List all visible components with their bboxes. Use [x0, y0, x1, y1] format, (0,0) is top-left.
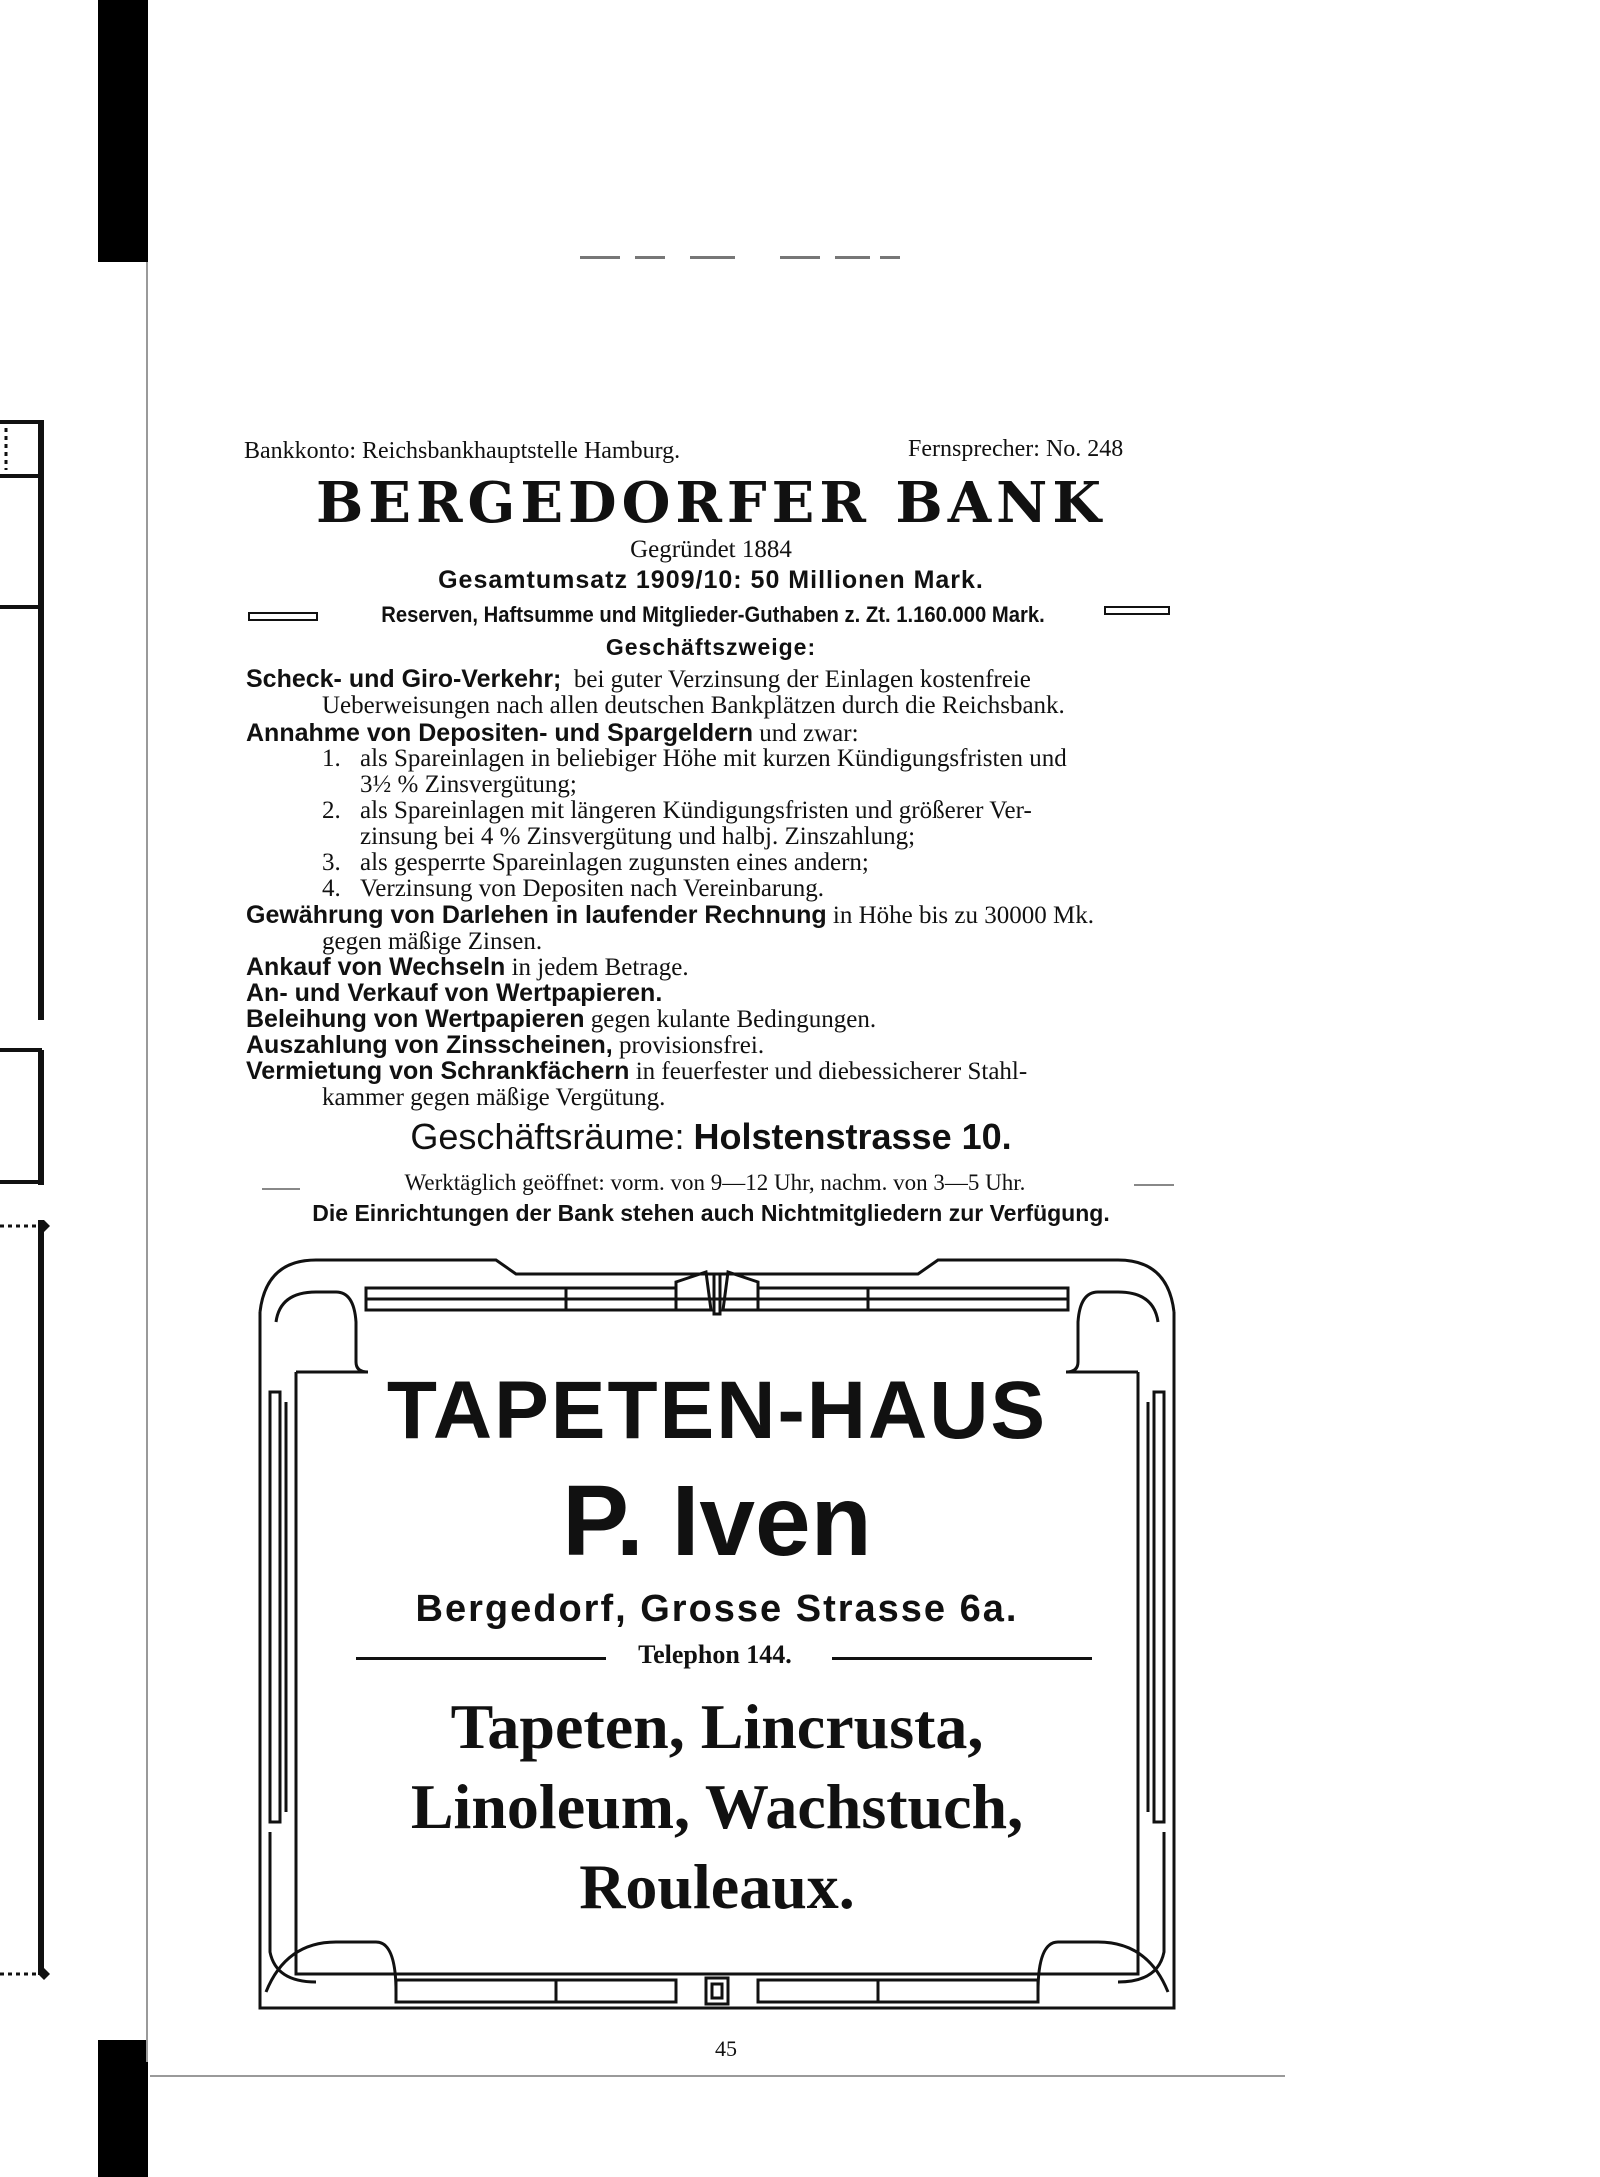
page-edge-bottom	[150, 2075, 1285, 2077]
branch-annahme-lead: Annahme von Depositen- und Spargeldern	[246, 719, 753, 747]
branch-zinsscheine-text: provisionsfrei.	[618, 1032, 765, 1059]
reserves-rule-left	[248, 612, 318, 621]
bank-rooms	[246, 1116, 1176, 1158]
branch-scheck-text1: bei guter Verzinsung der Einlagen kostenfreie	[573, 666, 1031, 693]
scan-binding-strip-top	[98, 0, 148, 262]
branch-darlehen-text1: in Höhe bis zu 30000 Mk.	[832, 902, 1094, 929]
branch-wertpapiere-lead: An- und Verkauf von Wertpapieren.	[246, 979, 663, 1007]
ad-title: TAPETEN-HAUS	[386, 1365, 1048, 1456]
branch-scheck-lead: Scheck- und Giro-Verkehr;	[246, 665, 562, 693]
ad-telephone: Telephon 144.	[638, 1640, 792, 1669]
bank-account-line: Bankkonto: Reichsbankhauptstelle Hamburg.	[244, 438, 681, 464]
reserves-rule-right	[1104, 606, 1170, 615]
branch-scheck-text2: Ueberweisungen nach allen deutschen Bankplätzen durch die Reichsbank.	[322, 692, 1065, 719]
ad-shop-name: P. Iven	[562, 1465, 872, 1577]
list-item-line: Verzinsung von Depositen nach Vereinbarung.	[360, 875, 825, 902]
ad-products-line1: Tapeten, Lincrusta,	[450, 1691, 984, 1762]
list-item-line: 3½ % Zinsvergütung;	[360, 771, 577, 798]
page-edge-top-dash	[880, 256, 900, 259]
page-edge-top-dash	[635, 256, 665, 259]
bank-turnover: Gesamtumsatz 1909/10: 50 Millionen Mark.	[438, 566, 984, 594]
adjacent-page-ornament-border	[0, 410, 50, 1980]
branch-wechsel-text: in jedem Betrage.	[511, 954, 689, 981]
hours-rule-right	[1134, 1184, 1174, 1186]
branch-beleihung-text: gegen kulante Bedingungen.	[590, 1006, 877, 1033]
list-item	[322, 876, 1174, 902]
list-item-number: 2.	[322, 797, 341, 824]
bank-reserves: Reserven, Haftsumme und Mitglieder-Guthaben z. Zt. 1.160.000 Mark.	[381, 602, 1045, 627]
branch-darlehen-text2: gegen mäßige Zinsen.	[322, 928, 543, 955]
bank-phone-line: Fernsprecher: No. 248	[908, 436, 1124, 462]
bank-founded: Gegründet 1884	[630, 536, 792, 563]
bank-hours: Werktäglich geöffnet: vorm. von 9—12 Uhr, nachm. von 3—5 Uhr.	[404, 1170, 1026, 1195]
branch-zinsscheine-lead: Auszahlung von Zinsscheinen,	[246, 1031, 613, 1059]
page-edge-left	[146, 262, 148, 2062]
ad-telephone-rule-left	[356, 1657, 606, 1660]
page-edge-top-dash	[690, 256, 735, 259]
branch-wechsel-lead: Ankauf von Wechseln	[246, 953, 506, 981]
ad-address: Bergedorf, Grosse Strasse 6a.	[415, 1588, 1019, 1630]
page-edge-top-dash	[780, 256, 820, 259]
bank-footer-note: Die Einrichtungen der Bank stehen auch Nichtmitgliedern zur Verfügung.	[312, 1200, 1110, 1226]
branches-heading: Geschäftszweige:	[605, 634, 817, 660]
hours-rule-left	[262, 1188, 300, 1190]
branch-beleihung	[246, 1006, 1176, 1033]
list-item-number: 1.	[322, 745, 341, 772]
list-item	[322, 746, 1174, 798]
branch-beleihung-lead: Beleihung von Wertpapieren	[246, 1005, 585, 1033]
ad-products-line2: Linoleum, Wachstuch,	[410, 1771, 1024, 1842]
page-number: 45	[715, 2036, 737, 2061]
branch-darlehen-lead: Gewährung von Darlehen in laufender Rechnung	[246, 901, 827, 929]
scan-binding-strip-bottom	[98, 2040, 148, 2177]
branch-darlehen	[246, 902, 1176, 955]
list-item	[322, 798, 1174, 850]
list-item-line: zinsung bei 4 % Zinsvergütung und halbj. Zinszahlung;	[360, 823, 916, 850]
branch-schrank-text2: kammer gegen mäßige Vergütung.	[322, 1084, 666, 1111]
list-item-line: als Spareinlagen mit längeren Kündigungsfristen und größerer Ver-	[360, 797, 1032, 824]
bank-rooms-label: Geschäftsräume:	[410, 1116, 685, 1157]
list-item-number: 3.	[322, 849, 341, 876]
list-item-line: als Spareinlagen in beliebiger Höhe mit kurzen Kündigungsfristen und	[360, 745, 1067, 772]
list-item	[322, 850, 1174, 876]
ad-telephone-rule-right	[832, 1657, 1092, 1660]
branch-scheck	[246, 666, 1176, 719]
page-edge-top-dash	[835, 256, 870, 259]
branch-annahme	[246, 720, 1176, 747]
branch-wertpapiere	[246, 980, 1176, 1007]
bank-rooms-address: Holstenstrasse 10.	[693, 1116, 1012, 1157]
page-edge-top-dash	[580, 256, 620, 259]
bank-title: BERGEDORFER BANK	[315, 470, 1107, 536]
ad-products-line3: Rouleaux.	[579, 1851, 855, 1922]
branch-schrank-lead: Vermietung von Schrankfächern	[246, 1057, 630, 1085]
branch-zinsscheine	[246, 1032, 1176, 1059]
branch-annahme-text: und zwar:	[759, 720, 859, 747]
branch-wechsel	[246, 954, 1176, 981]
list-item-line: als gesperrte Spareinlagen zugunsten eines andern;	[360, 849, 869, 876]
list-item-number: 4.	[322, 875, 341, 902]
branch-schrank-text1: in feuerfester und diebessicherer Stahl-	[635, 1058, 1028, 1085]
branch-schrank	[246, 1058, 1176, 1111]
